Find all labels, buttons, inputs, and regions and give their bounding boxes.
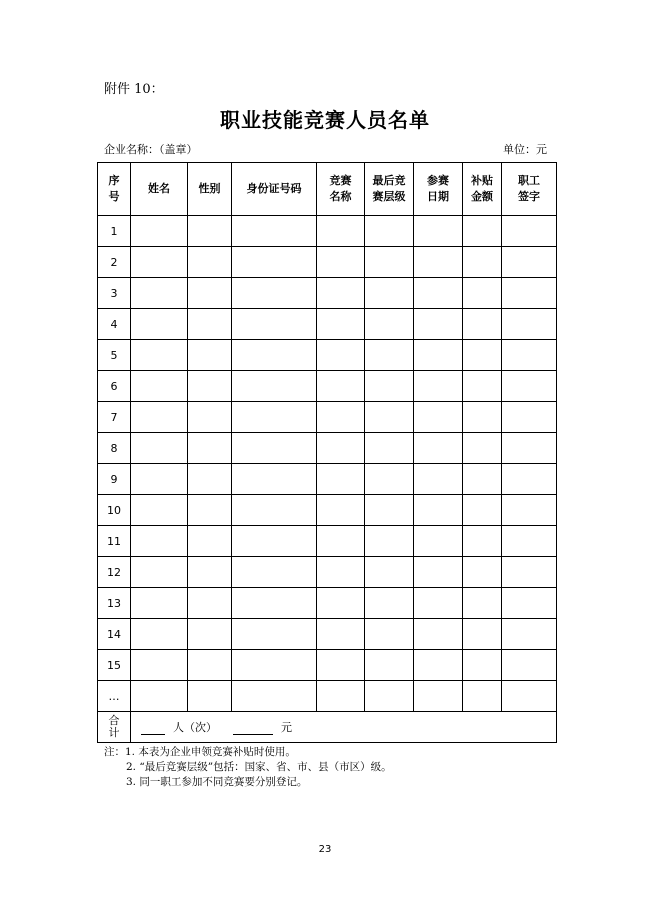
table-cell[interactable] [131,433,188,464]
table-cell[interactable] [131,557,188,588]
table-cell[interactable] [463,495,502,526]
table-cell[interactable] [317,650,365,681]
table-cell[interactable] [131,278,188,309]
table-cell[interactable] [414,526,463,557]
table-cell[interactable] [188,495,232,526]
row-number: 13 [98,588,131,619]
table-cell[interactable] [463,247,502,278]
table-cell[interactable] [232,619,317,650]
table-row [98,278,557,309]
table-row [98,557,557,588]
table-cell[interactable] [414,464,463,495]
table-cell[interactable] [131,681,188,712]
table-cell[interactable] [365,681,414,712]
table-cell[interactable] [365,495,414,526]
table-cell[interactable] [188,216,232,247]
table-cell[interactable] [317,557,365,588]
table-cell[interactable] [232,402,317,433]
page-title: 职业技能竞赛人员名单 [220,108,430,132]
table-cell[interactable] [502,464,557,495]
persons-unit: 人（次） [173,721,217,734]
table-cell[interactable] [502,402,557,433]
note-1: 注：1. 本表为企业申领竞赛补贴时使用。 [104,746,296,758]
table-cell[interactable] [365,464,414,495]
table-cell[interactable] [232,464,317,495]
row-number: … [98,681,131,712]
table-row [98,464,557,495]
table-cell[interactable] [317,247,365,278]
table-cell[interactable] [317,371,365,402]
table-cell[interactable] [502,681,557,712]
table-cell[interactable] [317,526,365,557]
table-cell[interactable] [463,526,502,557]
table-cell[interactable] [188,402,232,433]
row-number: 4 [98,309,131,340]
note-2: 2. “最后竞赛层级”包括：国家、省、市、县（市区）级。 [126,761,392,773]
table-cell[interactable] [232,433,317,464]
table-cell[interactable] [463,588,502,619]
unit-label: 单位：元 [503,143,547,156]
header-competition-date: 参赛 日期 [414,163,463,216]
table-cell[interactable] [131,495,188,526]
row-number: 14 [98,619,131,650]
table-cell[interactable] [131,588,188,619]
table-row [98,402,557,433]
row-number: 11 [98,526,131,557]
table-cell[interactable] [188,464,232,495]
table-cell[interactable] [232,309,317,340]
table-cell[interactable] [414,371,463,402]
table-cell[interactable] [131,650,188,681]
table-row [98,433,557,464]
header-id-number: 身份证号码 [232,163,317,216]
table-cell[interactable] [131,464,188,495]
attachment-label: 附件 10： [104,82,164,97]
table-cell[interactable] [365,309,414,340]
table-cell[interactable] [414,557,463,588]
table-cell[interactable] [365,278,414,309]
table-cell[interactable] [502,216,557,247]
table-cell[interactable] [502,433,557,464]
table-cell[interactable] [131,619,188,650]
table-row [98,588,557,619]
table-cell[interactable] [414,247,463,278]
table-cell[interactable] [414,588,463,619]
header-competition-name: 竞赛 名称 [317,163,365,216]
header-employee-signature: 职工 签字 [502,163,557,216]
table-cell[interactable] [502,588,557,619]
table-cell[interactable] [232,588,317,619]
header-serial: 序 号 [98,163,131,216]
table-cell[interactable] [131,402,188,433]
amount-blank[interactable] [233,734,273,735]
table-cell[interactable] [188,371,232,402]
table-cell[interactable] [502,650,557,681]
table-cell[interactable] [131,247,188,278]
table-cell[interactable] [232,371,317,402]
table-cell[interactable] [232,495,317,526]
table-row [98,371,557,402]
note-3: 3. 同一职工参加不同竞赛要分别登记。 [126,776,308,788]
table-cell[interactable] [232,681,317,712]
total-row [98,712,557,743]
table-cell[interactable] [414,433,463,464]
header-name: 姓名 [131,163,188,216]
table-cell[interactable] [414,309,463,340]
table-cell[interactable] [502,495,557,526]
table-cell[interactable] [463,650,502,681]
table-cell[interactable] [188,619,232,650]
header-competition-level: 最后竞 赛层级 [365,163,414,216]
row-number: 5 [98,340,131,371]
table-cell[interactable] [502,278,557,309]
table-cell[interactable] [502,247,557,278]
table-cell[interactable] [317,433,365,464]
table-cell[interactable] [463,278,502,309]
table-cell[interactable] [365,247,414,278]
table-header-row [98,163,557,216]
table-cell[interactable] [131,526,188,557]
table-cell[interactable] [365,433,414,464]
table-cell[interactable] [188,278,232,309]
table-cell[interactable] [365,371,414,402]
table-row [98,247,557,278]
row-number: 15 [98,650,131,681]
table-cell[interactable] [414,340,463,371]
table-cell[interactable] [502,619,557,650]
table-cell[interactable] [131,309,188,340]
table-cell[interactable] [502,371,557,402]
table-cell[interactable] [463,402,502,433]
row-number: 10 [98,495,131,526]
total-label: 合 计 [98,712,131,743]
table-cell[interactable] [188,588,232,619]
table-cell[interactable] [463,371,502,402]
table-cell[interactable] [317,464,365,495]
table-row [98,340,557,371]
row-number: 7 [98,402,131,433]
table-cell[interactable] [317,216,365,247]
table-cell[interactable] [463,340,502,371]
table-cell[interactable] [365,340,414,371]
table-cell[interactable] [463,681,502,712]
row-number: 3 [98,278,131,309]
table-cell[interactable] [188,247,232,278]
company-name-label: 企业名称：（盖章） [104,143,198,156]
table-cell[interactable] [365,557,414,588]
table-cell[interactable] [414,681,463,712]
table-row [98,619,557,650]
notes [104,745,392,790]
table-cell[interactable] [502,340,557,371]
row-number: 9 [98,464,131,495]
table-cell[interactable] [414,650,463,681]
table-cell[interactable] [317,340,365,371]
table-cell[interactable] [317,681,365,712]
table-cell[interactable] [232,557,317,588]
table-row [98,650,557,681]
table-cell[interactable] [188,650,232,681]
roster-table [97,162,557,743]
header-subsidy-amount: 补贴 金额 [463,163,502,216]
table-cell[interactable] [463,433,502,464]
row-number: 2 [98,247,131,278]
table-cell[interactable] [414,495,463,526]
table-cell[interactable] [232,340,317,371]
table-cell[interactable] [188,557,232,588]
table-cell[interactable] [188,433,232,464]
amount-unit: 元 [281,721,292,734]
table-cell[interactable] [463,619,502,650]
table-cell[interactable] [365,216,414,247]
table-cell[interactable] [463,309,502,340]
table-cell[interactable] [502,557,557,588]
table-cell[interactable] [463,464,502,495]
table-cell[interactable] [317,588,365,619]
table-cell[interactable] [365,588,414,619]
table-cell[interactable] [365,650,414,681]
table-cell[interactable] [414,216,463,247]
table-cell[interactable] [502,309,557,340]
table-cell[interactable] [365,619,414,650]
table-cell[interactable] [317,278,365,309]
row-number: 12 [98,557,131,588]
persons-blank[interactable] [141,734,165,735]
table-row [98,216,557,247]
table-cell[interactable] [317,495,365,526]
page-number: 23 [318,844,332,855]
table-cell[interactable] [188,340,232,371]
table-cell[interactable] [414,619,463,650]
table-row [98,495,557,526]
table-cell[interactable] [232,526,317,557]
table-cell[interactable] [131,216,188,247]
table-cell[interactable] [502,526,557,557]
table-cell[interactable] [365,526,414,557]
table-cell[interactable] [188,681,232,712]
table-cell[interactable] [317,619,365,650]
table-cell[interactable] [232,247,317,278]
table-cell[interactable] [232,278,317,309]
table-cell[interactable] [232,216,317,247]
table-cell[interactable] [463,557,502,588]
table-cell[interactable] [365,402,414,433]
table-cell[interactable] [188,309,232,340]
total-cell [131,712,557,743]
table-cell[interactable] [414,402,463,433]
table-cell[interactable] [317,402,365,433]
table-cell[interactable] [414,278,463,309]
row-number: 8 [98,433,131,464]
header-gender: 性别 [188,163,232,216]
table-row [98,309,557,340]
table-cell[interactable] [317,309,365,340]
table-cell[interactable] [131,340,188,371]
row-number: 1 [98,216,131,247]
table-row [98,526,557,557]
table-cell[interactable] [131,371,188,402]
table-cell[interactable] [188,526,232,557]
row-number: 6 [98,371,131,402]
table-cell[interactable] [232,650,317,681]
table-cell[interactable] [463,216,502,247]
table-row [98,681,557,712]
